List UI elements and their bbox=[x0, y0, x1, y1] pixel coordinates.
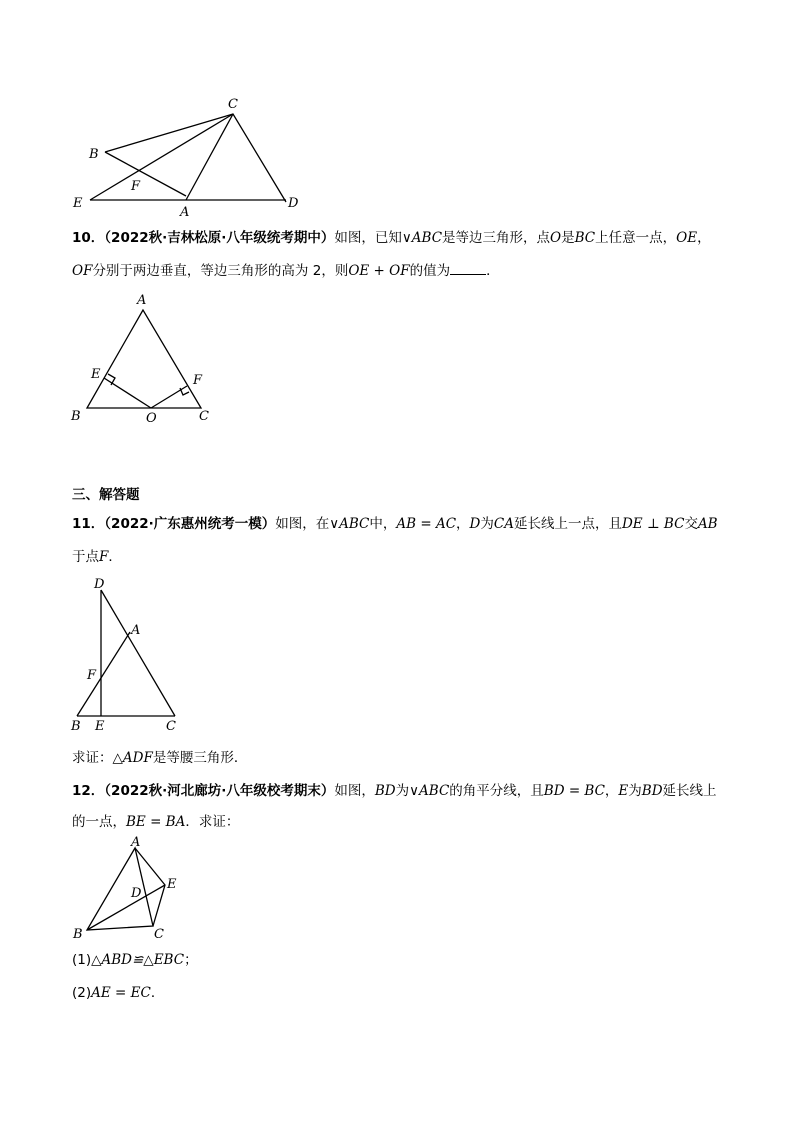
math: AB = AC bbox=[396, 516, 457, 532]
math: △ADF bbox=[112, 750, 153, 766]
point-label: B bbox=[73, 927, 83, 942]
math: ∨ABC bbox=[329, 516, 370, 532]
text: ； bbox=[184, 952, 198, 968]
fig-line bbox=[105, 152, 186, 196]
point-label: E bbox=[95, 719, 105, 734]
text: 中， bbox=[369, 516, 397, 532]
question-10: 10．（2022秋·吉林松原·八年级统考期中）如图，已知∨ABC是等边三角形，点O是BC上任意一点，OE， bbox=[72, 230, 711, 246]
text: 的值为 bbox=[409, 263, 451, 279]
question-source: （2022·广东惠州统考一模） bbox=[104, 516, 276, 532]
text: ， bbox=[604, 783, 619, 799]
question-number: 11 bbox=[72, 516, 91, 532]
right-angle-mark bbox=[108, 374, 115, 385]
math: BC bbox=[574, 230, 596, 246]
math: ∨ABC bbox=[401, 230, 443, 246]
point-label: O bbox=[146, 411, 157, 426]
text: 为 bbox=[628, 783, 642, 799]
point-label: E bbox=[73, 196, 83, 211]
answer-blank bbox=[450, 260, 486, 275]
fig-line bbox=[186, 114, 233, 200]
math: BE = BA bbox=[126, 814, 186, 830]
point-label: C bbox=[166, 719, 176, 734]
math: BD = BC bbox=[543, 783, 605, 799]
point-label: B bbox=[89, 147, 99, 162]
math: E bbox=[618, 783, 629, 799]
point-label: F bbox=[87, 668, 97, 683]
question-11: 11．（2022·广东惠州统考一模）如图，在∨ABC中，AB = AC，D为CA延长线上一点，且DE ⊥ BC交AB bbox=[72, 516, 718, 532]
text: 如图，已知 bbox=[334, 230, 402, 246]
math: DE ⊥ BC bbox=[621, 516, 685, 532]
fig-line bbox=[87, 848, 153, 930]
figure-11 bbox=[65, 572, 195, 742]
point-label: D bbox=[131, 886, 142, 901]
text: ． bbox=[150, 985, 165, 1001]
point-label: A bbox=[131, 623, 141, 638]
fig-line bbox=[77, 632, 130, 716]
question-11-proof bbox=[72, 748, 732, 768]
question-source: （2022秋·吉林松原·八年级统考期中） bbox=[104, 230, 335, 246]
question-12-part1 bbox=[72, 950, 732, 970]
text: 延长线上 bbox=[662, 783, 717, 799]
text: 是等边三角形，点 bbox=[442, 230, 551, 246]
text: 如图，在 bbox=[275, 516, 330, 532]
text: 为 bbox=[395, 783, 410, 799]
point-label: A bbox=[137, 293, 147, 308]
figure-11-svg bbox=[65, 572, 195, 742]
question-12-part2 bbox=[72, 983, 732, 1003]
point-label: C bbox=[199, 409, 209, 424]
text: ．求证： bbox=[185, 814, 240, 830]
point-label: B bbox=[71, 409, 81, 424]
math: CA bbox=[493, 516, 514, 532]
point-label: F bbox=[193, 373, 203, 388]
section-title: 三、解答题 bbox=[72, 487, 140, 503]
point-label: F bbox=[131, 179, 141, 194]
text: 的角平分线，且 bbox=[449, 783, 544, 799]
question-10-line2 bbox=[72, 260, 732, 281]
part-label: (2) bbox=[72, 985, 92, 1001]
figure-10 bbox=[65, 290, 225, 430]
point-label: E bbox=[91, 367, 101, 382]
text: 如图， bbox=[334, 783, 375, 799]
figure-top bbox=[60, 90, 320, 220]
text: 于点 bbox=[72, 549, 99, 565]
question-source: （2022秋·河北廊坊·八年级校考期末） bbox=[104, 783, 335, 799]
point-label: A bbox=[131, 835, 141, 850]
point-label: C bbox=[154, 927, 164, 942]
question-12: 12．（2022秋·河北廊坊·八年级校考期末）如图，BD为∨ABC的角平分线，且BD = BC，E为BD延长线上 bbox=[72, 783, 717, 799]
math: AE = EC bbox=[91, 985, 151, 1001]
text: 是等腰三角形． bbox=[152, 750, 248, 766]
math: AB bbox=[697, 516, 718, 532]
point-label: B bbox=[71, 719, 81, 734]
math: OF bbox=[72, 263, 93, 279]
math: BD bbox=[641, 783, 663, 799]
math: F bbox=[99, 549, 109, 565]
question-number: 12 bbox=[72, 783, 91, 799]
fig-line bbox=[151, 386, 187, 408]
text: 求证： bbox=[72, 750, 113, 766]
figure-12-svg bbox=[65, 834, 195, 944]
fig-line bbox=[104, 378, 151, 408]
text: 分别于两边垂直，等边三角形的高为 2，则 bbox=[92, 263, 349, 279]
part-label: (1) bbox=[72, 952, 92, 968]
point-label: D bbox=[288, 196, 299, 211]
figure-10-svg bbox=[65, 290, 225, 430]
figure-top-svg bbox=[60, 90, 320, 220]
point-label: C bbox=[228, 97, 238, 112]
text: ． bbox=[486, 263, 500, 279]
fig-line bbox=[90, 114, 233, 200]
math: D bbox=[469, 516, 481, 532]
math: OE + OF bbox=[348, 263, 410, 279]
text: ． bbox=[108, 549, 122, 565]
fig-line bbox=[101, 590, 175, 716]
text: 交 bbox=[684, 516, 698, 532]
point-label: E bbox=[167, 877, 177, 892]
figure-12 bbox=[65, 834, 195, 944]
math: O bbox=[550, 230, 562, 246]
text: ， bbox=[456, 516, 470, 532]
question-number: 10 bbox=[72, 230, 91, 246]
math: OE bbox=[676, 230, 698, 246]
math: △ABD≌△EBC bbox=[91, 952, 185, 968]
question-12-line2 bbox=[72, 812, 732, 832]
text: ， bbox=[697, 230, 711, 246]
text: 是 bbox=[561, 230, 575, 246]
math: ∨ABC bbox=[409, 783, 450, 799]
text: 的一点， bbox=[72, 814, 126, 830]
point-label: A bbox=[180, 205, 190, 220]
math: BD bbox=[374, 783, 396, 799]
question-11-line2 bbox=[72, 547, 732, 567]
text: 延长线上一点，且 bbox=[513, 516, 622, 532]
fig-line bbox=[87, 310, 201, 408]
point-label: D bbox=[94, 577, 105, 592]
text: 为 bbox=[480, 516, 494, 532]
text: 上任意一点， bbox=[595, 230, 677, 246]
